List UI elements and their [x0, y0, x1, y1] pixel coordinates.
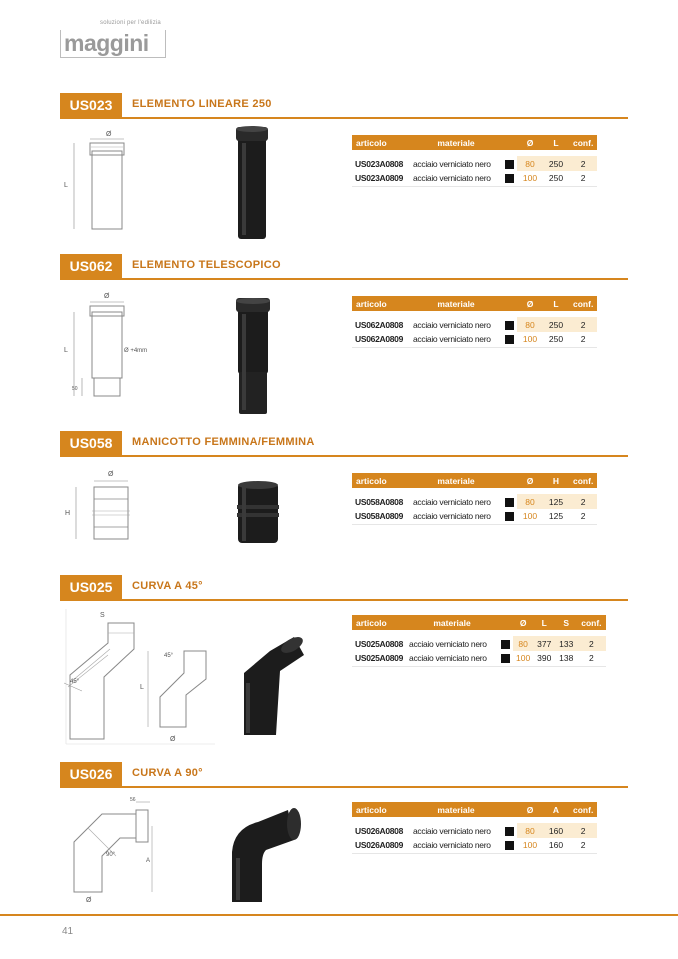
table-header-cell: A [543, 802, 569, 817]
section-header [60, 254, 628, 280]
table-cell [502, 494, 517, 509]
color-swatch [505, 321, 514, 330]
table-header-cell [502, 473, 517, 488]
table-cell: 125 [543, 494, 569, 509]
table-cell: 390 [533, 651, 555, 666]
spec-table [352, 135, 597, 187]
table-cell: 80 [517, 317, 543, 332]
product-photo [228, 802, 318, 908]
table-cell: 100 [517, 838, 543, 853]
table-cell: 2 [569, 494, 597, 509]
section-us025 [60, 575, 628, 750]
table-cell [502, 838, 517, 853]
table-cell: US026A0809 [352, 838, 410, 853]
table-cell: 160 [543, 823, 569, 838]
table-cell: US058A0808 [352, 494, 410, 509]
table-header-cell: L [543, 135, 569, 150]
dimension-label: 45° [164, 653, 174, 659]
section-header [60, 762, 628, 788]
color-swatch [505, 841, 514, 850]
table-cell: 80 [517, 494, 543, 509]
table-cell: acciaio verniciato nero [410, 494, 502, 509]
table-cell: 125 [543, 509, 569, 524]
table-cell: US058A0809 [352, 509, 410, 524]
table-header-cell: S [555, 615, 577, 630]
table-cell: 80 [517, 156, 543, 171]
section-title: CURVA A 90° [132, 767, 203, 779]
dimension-label: Ø [86, 897, 92, 904]
table-cell: 133 [555, 636, 577, 651]
table-cell: acciaio verniciato nero [410, 823, 502, 838]
table-header-cell: Ø [517, 473, 543, 488]
table-cell: 160 [543, 838, 569, 853]
table-cell: 2 [569, 332, 597, 347]
table-row [352, 823, 597, 838]
table-cell: 250 [543, 156, 569, 171]
page-number: 41 [62, 926, 74, 937]
table-row [352, 171, 597, 186]
table-cell: 2 [569, 317, 597, 332]
table-cell: acciaio verniciato nero [410, 332, 502, 347]
dimension-label: Ø [104, 293, 110, 300]
table-row [352, 156, 597, 171]
section-code: US058 [60, 431, 122, 455]
table-cell [498, 636, 513, 651]
table-header-cell: H [543, 473, 569, 488]
table-header-cell: conf. [569, 296, 597, 311]
table-cell: acciaio verniciato nero [410, 156, 502, 171]
table-cell: 100 [513, 651, 533, 666]
table-header-cell [498, 615, 513, 630]
table-cell: acciaio verniciato nero [410, 838, 502, 853]
table-cell: 2 [569, 171, 597, 186]
product-photo [240, 633, 310, 743]
color-swatch [501, 654, 510, 663]
table-cell: 2 [569, 838, 597, 853]
dimension-label: H [65, 510, 71, 517]
table-header-cell: Ø [513, 615, 533, 630]
table-header-cell: materiale [410, 802, 502, 817]
dimension-label: L [64, 347, 68, 354]
table-cell: 100 [517, 171, 543, 186]
dimension-label: S [100, 612, 105, 619]
dimension-label: 90° [106, 852, 116, 858]
table-cell [502, 332, 517, 347]
table-cell: 250 [543, 171, 569, 186]
section-title: MANICOTTO FEMMINA/FEMMINA [132, 436, 315, 448]
table-row [352, 317, 597, 332]
table-cell: US062A0809 [352, 332, 410, 347]
table-row [352, 636, 606, 651]
table-header-cell: conf. [569, 802, 597, 817]
technical-drawing [60, 609, 220, 749]
spec-table [352, 615, 606, 667]
table-cell [498, 651, 513, 666]
table-cell: 80 [517, 823, 543, 838]
table-cell: US062A0808 [352, 317, 410, 332]
table-cell: 2 [577, 636, 605, 651]
table-cell: US025A0808 [352, 636, 406, 651]
spec-table [352, 473, 597, 525]
logo-wordmark: maggini [64, 30, 149, 56]
table-cell: 100 [517, 509, 543, 524]
table-row [352, 332, 597, 347]
table-header-cell: Ø [517, 296, 543, 311]
table-cell: US023A0809 [352, 171, 410, 186]
color-swatch [505, 335, 514, 344]
table-header-cell [502, 296, 517, 311]
table-header-cell: materiale [406, 615, 498, 630]
table-header-cell: articolo [352, 615, 406, 630]
table-header-cell: L [533, 615, 555, 630]
technical-drawing [60, 290, 170, 400]
color-swatch [505, 827, 514, 836]
table-header-cell: materiale [410, 135, 502, 150]
table-header-cell: L [543, 296, 569, 311]
table-row [352, 494, 597, 509]
table-header-cell [502, 802, 517, 817]
dim-label-diameter: Ø [106, 131, 112, 138]
table-header-cell: articolo [352, 473, 410, 488]
technical-drawing [60, 467, 150, 557]
color-swatch [505, 512, 514, 521]
section-title: ELEMENTO LINEARE 250 [132, 98, 272, 110]
spec-table [352, 802, 597, 854]
table-cell: acciaio verniciato nero [406, 651, 498, 666]
section-header [60, 575, 628, 601]
table-cell: 80 [513, 636, 533, 651]
table-cell: US026A0808 [352, 823, 410, 838]
dimension-label: L [140, 684, 144, 691]
table-cell [502, 509, 517, 524]
table-cell [502, 823, 517, 838]
table-cell: acciaio verniciato nero [410, 171, 502, 186]
section-header [60, 93, 628, 119]
spec-table [352, 296, 597, 348]
section-code: US026 [60, 762, 122, 786]
section-header [60, 431, 628, 457]
table-header-cell: materiale [410, 296, 502, 311]
color-swatch [501, 640, 510, 649]
color-swatch [505, 498, 514, 507]
technical-drawing [60, 129, 160, 239]
table-header-cell: conf. [569, 135, 597, 150]
table-header-cell: materiale [410, 473, 502, 488]
table-row [352, 651, 606, 666]
table-header-cell: articolo [352, 296, 410, 311]
dimension-label: 50 [72, 386, 78, 392]
dimension-label: A [146, 858, 151, 864]
table-cell: 2 [577, 651, 605, 666]
footer-divider [0, 914, 678, 916]
section-code: US025 [60, 575, 122, 599]
table-cell: 2 [569, 509, 597, 524]
section-us026 [60, 762, 628, 912]
section-code: US023 [60, 93, 122, 117]
table-header-cell: conf. [569, 473, 597, 488]
table-cell: US023A0808 [352, 156, 410, 171]
section-us062 [60, 254, 628, 424]
table-cell: 250 [543, 332, 569, 347]
table-header-cell: articolo [352, 135, 410, 150]
table-cell: US025A0809 [352, 651, 406, 666]
table-row [352, 838, 597, 853]
table-header-cell: Ø [517, 135, 543, 150]
technical-drawing [60, 796, 170, 906]
product-photo [230, 125, 280, 243]
dim-label-length: L [64, 182, 68, 189]
color-swatch [505, 174, 514, 183]
product-photo [234, 479, 284, 549]
dimension-label: Ø +4mm [124, 348, 148, 354]
product-photo [230, 296, 280, 418]
table-cell: acciaio verniciato nero [406, 636, 498, 651]
table-header-cell [502, 135, 517, 150]
table-cell [502, 171, 517, 186]
section-us023 [60, 93, 628, 253]
table-header-cell: Ø [517, 802, 543, 817]
dimension-label: Ø [170, 736, 176, 743]
section-us058 [60, 431, 628, 561]
color-swatch [505, 160, 514, 169]
section-title: CURVA A 45° [132, 580, 203, 592]
table-cell [502, 156, 517, 171]
table-cell: 138 [555, 651, 577, 666]
table-cell: 2 [569, 156, 597, 171]
table-cell [502, 317, 517, 332]
dimension-label: Ø [108, 471, 114, 478]
dimension-label: 45° [70, 679, 80, 685]
section-code: US062 [60, 254, 122, 278]
logo-tagline: soluzioni per l'edilizia [100, 20, 161, 26]
table-cell: 2 [569, 823, 597, 838]
table-cell: acciaio verniciato nero [410, 509, 502, 524]
table-row [352, 509, 597, 524]
section-title: ELEMENTO TELESCOPICO [132, 259, 281, 271]
table-header-cell: articolo [352, 802, 410, 817]
dimension-label: 56 [130, 797, 136, 803]
table-cell: acciaio verniciato nero [410, 317, 502, 332]
table-header-cell: conf. [577, 615, 605, 630]
table-cell: 250 [543, 317, 569, 332]
table-cell: 100 [517, 332, 543, 347]
table-cell: 377 [533, 636, 555, 651]
